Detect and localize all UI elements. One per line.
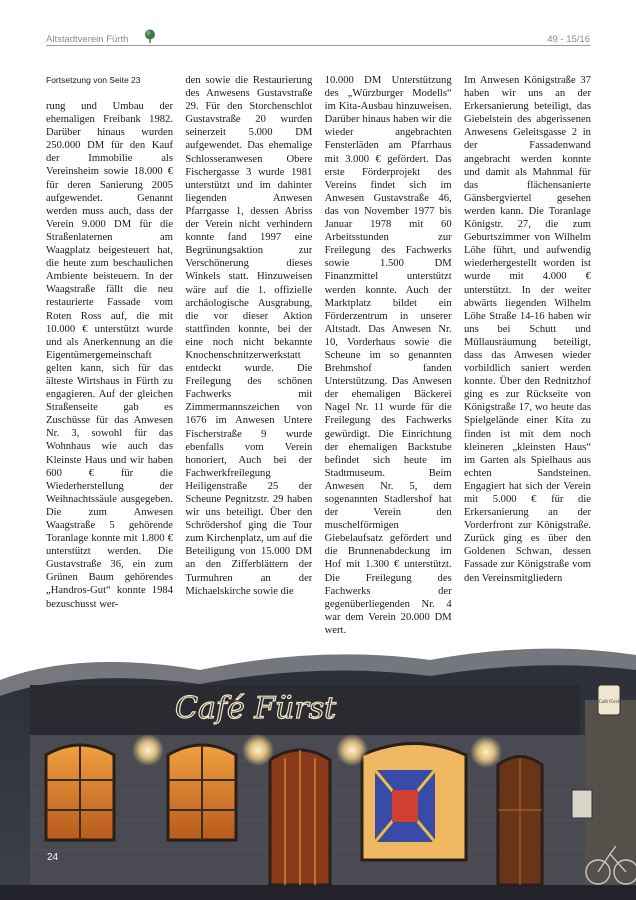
cafe-facade-photo [0, 640, 636, 900]
wall-lamp-3 [336, 734, 368, 766]
tree-icon [144, 29, 156, 43]
article-column-4 [464, 74, 591, 666]
header-divider [46, 45, 590, 46]
article-column-1 [46, 74, 173, 666]
wall-lamp-4 [470, 736, 502, 768]
notice-box [572, 790, 592, 818]
hanging-sign-text: Café Fürst [598, 699, 620, 704]
wall-lamp-2 [242, 734, 274, 766]
page-header [0, 0, 636, 50]
publication-name: Altstadtverein Fürth [46, 34, 129, 45]
column-text: den sowie die Restaurierung des Anwesens Gustavstraße 29. Für den Storchenschlot Gustavstraße 20 wurden seinerzeit 5.000 DM aufgewendet. Das ehemalige Schlosseranwesen Obere Fischergasse 3 wurde 1981 unterstützt und im dahinter liegenden Anwesen Pfarrgasse 1, dessen Abriss der Verein nicht verhindern konnte fand 1997 eine Begrünungsaktion zur Verschönerung dieses Winkels statt. Hinzuweisen wäre auf die 1. offizielle archäologische Ausgrabung, die vor dieser Aktion stattfinden konnte, bei der eine noch nicht bekannte Knochenschnitzerwerkstatt entdeckt wurde. Die Freilegung des schönen Fachwerks mit Zimmermannszeichen von 1676 im Anwesen Untere Fischerstraße 9 wurde ebenfalls vom Verein honoriert, Auch bei der Fachwerkfreilegung Heiligenstraße 25 der Scheune Pegnitzstr. 29 haben wir uns beteiligt. Über den Schrödershof ging die Tour zum Kirchenplatz, um auf die Beteiligung von 15.000 DM an den Zifferblättern der Turmuhren an der Michaelskirche sowie die [185, 75, 313, 597]
pavement [0, 885, 636, 900]
article-columns [46, 74, 591, 666]
article-column-3 [325, 74, 452, 666]
wall-lamp-1 [132, 734, 164, 766]
continued-note: Fortsetzung von Seite 23 [46, 75, 141, 85]
cafe-sign-text: Café Fürst [175, 691, 337, 726]
column-text: 10.000 DM Unterstützung des „Würzburger Modells“ im Kita-Ausbau hinzuweisen. Darüber hinaus haben wir die wieder angebrachten Fensterläden am Pfarrhaus mit 3.000 € gefördert. Das erste Förderprojekt des Vereins findet sich im Anwesen Gustavstraße 46, das von November 1977 bis Januar 1978 mit 60 Arbeitsstunden zur Freilegung des Fachwerks sowie 1.500 DM Finanzmittel unterstützt werden konnte. Auch der Marktplatz bildet ein Förderzentrum in unserer Altstadt. Das Anwesen Nr. 10, Vorderhaus sowie die Scheune im so genannten Brehmshof fanden Unterstützung. Das Anwesen der ehemaligen Bäckerei Nagel Nr. 11 wurde für die Freilegung des Fachwerks gewürdigt. Die Einrichtung der ehemaligen Backstube befindet sich heute im Stadtmuseum. Beim Anwesen Nr. 5, dem sogenannten Stadlershof hat der Verein den muschelförmigen Giebelaufsatz gefördert und die Brunnenabdeckung im Hof mit 1.300 € unterstützt. Die Freilegung des Fachwerks der gegenüberliegenden Nr. 4 war dem Verein 20.000 DM wert. [324, 75, 452, 636]
article-column-2 [185, 74, 312, 666]
column-text: rung und Umbau der ehemaligen Freibank 1982. Darüber hinaus wurden 250.000 DM für den Kauf der Immobilie als Vereinsheim sowie 18.000 € für deren Sanierung 2005 aufgewendet. Genannt werden muss auch, dass der Verein 9.000 DM für die Straßenlaternen am Waagplatz beigesteuert hat, die heute zum beschaulichen Ambiente beisteuern. In der Waagstraße fällt die neu restaurierte Fassade vom Roten Ross auf, die mit 10.000 € unterstützt wurde und als Anerkennung an die Eigentümergemeinschaft gelten kann, sich für das älteste Wirtshaus in Fürth zu engagieren. Auf der gleichen Straßenseite gab es Zuschüsse für das Anwesen Nr. 3, sowohl für das Wohnhaus wie auch das Kleinste Haus und wir haben 600 € für die Wiederherstellung der Weihnachtssäule ausgegeben. Die zum Anwesen Waagstraße 5 gehörende Toranlage konnte mit 1.800 € unterstützt werden. Die Gustavstraße 36, ein zum Grünen Baum gehörendes „Handros-Gut“ konnte 1984 bezuschusst wer- [46, 101, 173, 610]
column-text: Im Anwesen Königstraße 37 haben wir uns an der Erkersanierung beteiligt, das Giebelstein des abgerissenen Anwesens Geleitsgasse 2 in der Fassadenwand angebracht werden konnte und damit als Mahnmal für das flächensanierte Gänsbergviertel gesehen werden kann. Die Toranlage Königstr. 27, die zum Geburtszimmer von Wilhelm Löhe führt, und aufwendig wiederhergestellt worden ist wurde mit 4.000 € unterstützt. In der weiter abwärts liegenden Wilhelm Löhe Straße 14-16 haben wir uns bei Schutt und Müllausräumung beteiligt, dass das Anwesen wieder vorbildlich saniert werden konnte. Über den Rednitzhof ging es zur Rückseite von Königstraße 17, wo heute das Spielgelände einer Kita zu finden ist mit dem noch kleineren „kleinsten Haus“ im Garten als Spielhaus aus echten Sandsteinen. Engagiert hat sich der Verein mit 5.000 € für die Erkersanierung an der Vorderfront zur Königstraße. Zurück ging es über den Goldenen Schwan, dessen Fassade zur Königstraße vom den Vereinsmitgliedern [463, 75, 591, 584]
issue-number: 49 - 15/16 [547, 34, 590, 45]
page-number: 24 [47, 852, 59, 863]
